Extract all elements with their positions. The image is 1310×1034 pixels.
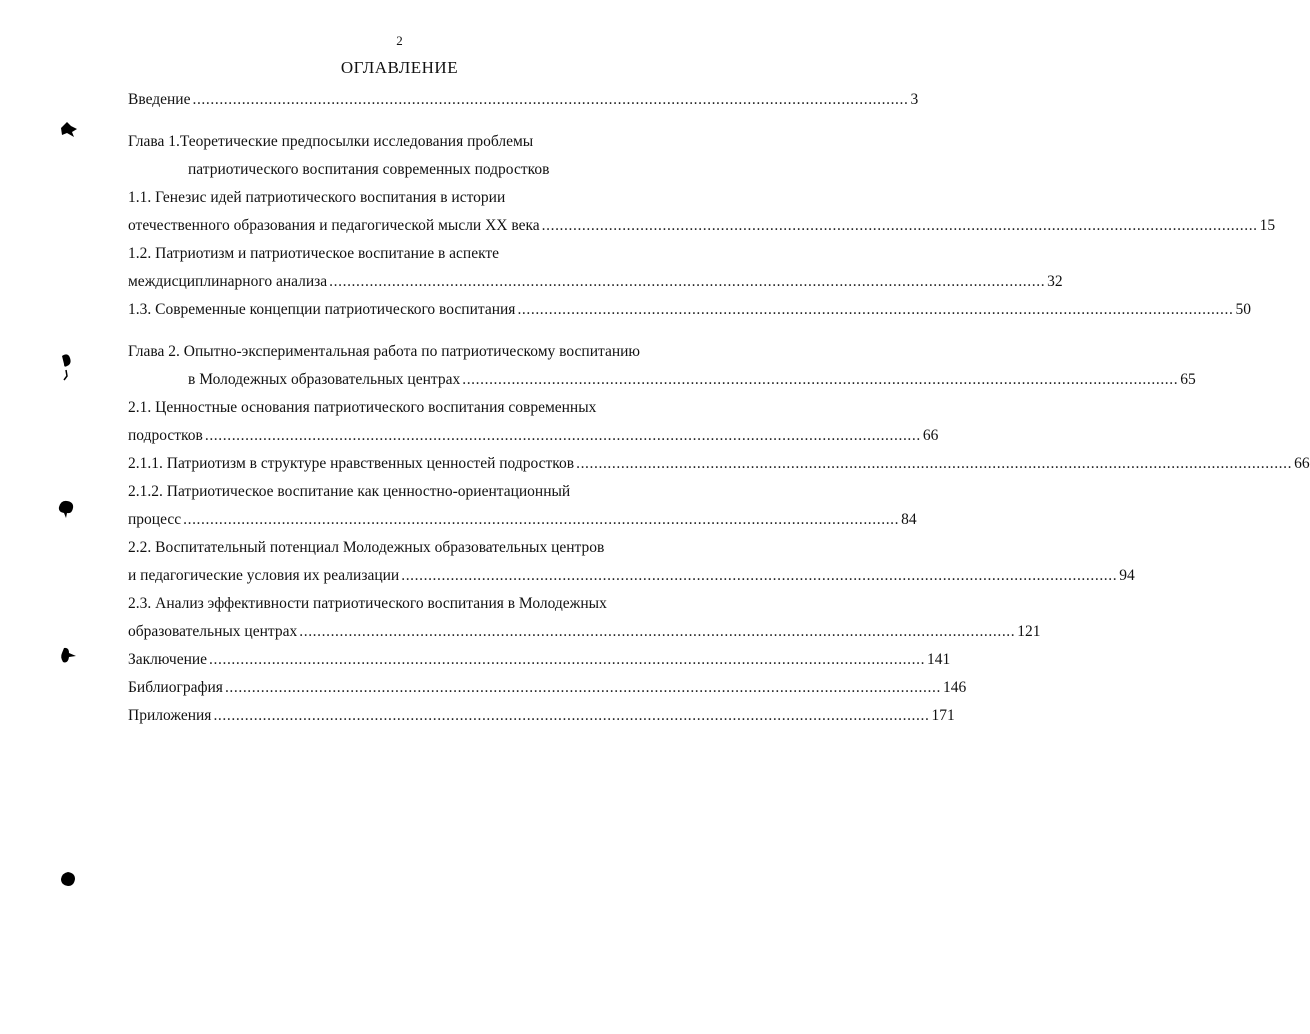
toc-entry-text: 2.2. Воспитательный потенциал Молодежных образовательных центров: [128, 539, 605, 556]
toc-entry-1-2-cont[interactable]: [128, 271, 1063, 293]
toc-entry-2-2[interactable]: [128, 537, 700, 559]
toc-entry-text: Библиография: [128, 679, 223, 696]
toc-entry-text: процесс: [128, 511, 182, 528]
toc-entry-text: 1.2. Патриотизм и патриотическое воспитание в аспекте: [128, 245, 500, 262]
toc-entry-text: 1.3. Современные концепции патриотического воспитания: [128, 301, 516, 318]
leader-dots: ................................................................................................................................................................: [224, 679, 941, 696]
toc-entry-text: патриотического воспитания современных подростков: [188, 161, 550, 178]
ink-blot-decoration: [56, 498, 76, 520]
leader-dots: ................................................................................................................................................................: [213, 707, 930, 724]
toc-entry-text: Глава 1.Теоретические предпосылки исследования проблемы: [128, 133, 534, 150]
toc-entry-bibliography[interactable]: [128, 677, 967, 699]
toc-entry-text: 1.1. Генезис идей патриотического воспитания в истории: [128, 189, 506, 206]
toc-entry-2-1-2[interactable]: [128, 481, 700, 503]
leader-dots: ................................................................................................................................................................: [192, 91, 909, 108]
toc-entry-text: междисциплинарного анализа: [128, 273, 328, 290]
toc-entry-intro[interactable]: [128, 89, 919, 111]
toc-page-number: 171: [931, 707, 955, 724]
toc-page-number: 32: [1047, 273, 1063, 290]
toc-page-number: 3: [910, 91, 919, 108]
toc-entry-1-1-cont[interactable]: [128, 215, 1276, 237]
toc-page-number: 15: [1259, 217, 1276, 234]
leader-dots: ................................................................................................................................................................: [462, 371, 1179, 388]
toc-entry-chapter-2-cont[interactable]: [188, 369, 1196, 391]
toc-entry-text: подростков: [128, 427, 203, 444]
toc-entry-text: 2.1. Ценностные основания патриотического воспитания современных: [128, 399, 597, 416]
toc-entry-text: Приложения: [128, 707, 212, 724]
leader-dots: ................................................................................................................................................................: [329, 273, 1046, 290]
toc-page-number: 94: [1119, 567, 1135, 584]
toc-entry-text: 2.1.2. Патриотическое воспитание как ценностно-ориентационный: [128, 483, 571, 500]
toc-entry-chapter-2[interactable]: [128, 341, 700, 363]
toc-entry-1-1[interactable]: [128, 187, 700, 209]
toc-entry-text: Заключение: [128, 651, 208, 668]
toc-entry-chapter-1-cont[interactable]: [188, 159, 700, 181]
toc-title: ОГЛАВЛЕНИЕ: [340, 58, 459, 77]
toc-entry-2-1-2-cont[interactable]: [128, 509, 917, 531]
ink-blot-decoration: [59, 870, 77, 888]
toc-entry-text: и педагогические условия их реализации: [128, 567, 400, 584]
toc-entry-text: Глава 2. Опытно-экспериментальная работа по патриотическому воспитанию: [128, 343, 640, 360]
leader-dots: ................................................................................................................................................................: [204, 427, 921, 444]
ink-blot-decoration: [58, 120, 80, 140]
ink-blot-decoration: [58, 645, 80, 667]
toc-page-number: 66: [1294, 455, 1310, 472]
leader-dots: ................................................................................................................................................................: [517, 301, 1234, 318]
toc-entry-chapter-1[interactable]: [128, 131, 700, 153]
toc-page-number: 66: [922, 427, 939, 444]
toc-page-number: 50: [1235, 301, 1251, 318]
leader-dots: ................................................................................................................................................................: [401, 567, 1118, 584]
leader-dots: ................................................................................................................................................................: [541, 217, 1258, 234]
leader-dots: ................................................................................................................................................................: [209, 651, 926, 668]
toc-entry-text: Введение: [128, 91, 191, 108]
toc-page-number: 84: [901, 511, 917, 528]
page-number: 2: [396, 33, 403, 48]
toc-entry-2-1-cont[interactable]: [128, 425, 939, 447]
toc-entry-appendix[interactable]: [128, 705, 955, 727]
toc-page-number: 65: [1180, 371, 1196, 388]
leader-dots: ................................................................................................................................................................: [576, 455, 1293, 472]
toc-entry-2-1[interactable]: [128, 397, 700, 419]
toc-entry-2-3-cont[interactable]: [128, 621, 1041, 643]
toc-entry-text: в Молодежных образовательных центрах: [188, 371, 461, 388]
toc-entry-text: отечественного образования и педагогической мысли XX века: [128, 217, 540, 234]
toc-entry-2-1-1[interactable]: [128, 453, 1310, 475]
toc-page-number: 121: [1017, 623, 1041, 640]
toc-entry-2-3[interactable]: [128, 593, 700, 615]
ink-blot-decoration: [58, 352, 74, 384]
leader-dots: ................................................................................................................................................................: [183, 511, 900, 528]
leader-dots: ................................................................................................................................................................: [299, 623, 1016, 640]
toc-entry-text: 2.1.1. Патриотизм в структуре нравственных ценностей подростков: [128, 455, 575, 472]
toc-entry-conclusion[interactable]: [128, 649, 951, 671]
toc-entry-text: образовательных центрах: [128, 623, 298, 640]
toc-page-number: 141: [927, 651, 951, 668]
toc-entry-1-3[interactable]: [128, 299, 1251, 321]
toc-entry-text: 2.3. Анализ эффективности патриотического воспитания в Молодежных: [128, 595, 607, 612]
toc-entry-2-2-cont[interactable]: [128, 565, 1135, 587]
toc-entry-1-2[interactable]: [128, 243, 700, 265]
toc-page-number: 146: [942, 679, 967, 696]
